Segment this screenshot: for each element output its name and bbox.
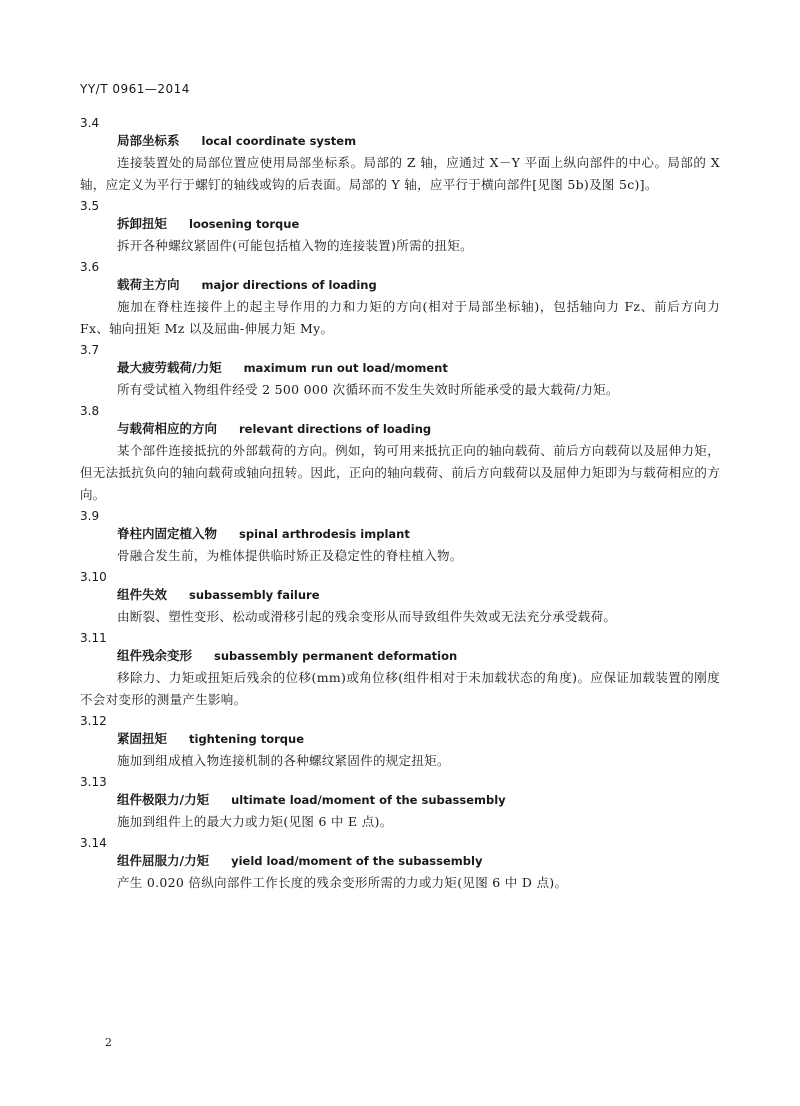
term-english: loosening torque bbox=[189, 217, 300, 231]
term-heading bbox=[117, 852, 720, 872]
term-heading bbox=[117, 647, 720, 667]
page-number: 2 bbox=[105, 1036, 112, 1049]
definitions-list bbox=[80, 115, 720, 896]
section-number: 3.4 bbox=[80, 116, 100, 130]
section-number: 3.6 bbox=[80, 260, 100, 274]
standard-header: YY/T 0961—2014 bbox=[80, 82, 190, 96]
term-definition: 移除力、力矩或扭矩后残余的位移(mm)或角位移(组件相对于未加载状态的角度)。应保证加载装置的刚度不会对变形的测量产生影响。 bbox=[80, 670, 720, 707]
term-chinese: 局部坐标系 bbox=[117, 133, 180, 148]
term-heading bbox=[117, 586, 720, 606]
definition-section bbox=[80, 115, 720, 196]
term-heading bbox=[117, 276, 720, 296]
definition-section bbox=[80, 198, 720, 257]
section-number: 3.7 bbox=[80, 343, 100, 357]
term-chinese: 紧固扭矩 bbox=[117, 731, 168, 746]
definition-section bbox=[80, 774, 720, 833]
term-heading bbox=[117, 420, 720, 440]
term-english: major directions of loading bbox=[201, 278, 377, 292]
definition-section bbox=[80, 835, 720, 894]
term-chinese: 组件极限力/力矩 bbox=[117, 792, 210, 807]
term-english: relevant directions of loading bbox=[239, 422, 432, 436]
term-chinese: 组件失效 bbox=[117, 587, 168, 602]
term-definition: 施加在脊柱连接件上的起主导作用的力和力矩的方向(相对于局部坐标轴)，包括轴向力 Fz、前后方向力 Fx、轴向扭矩 Mz 以及屈曲-伸展力矩 My。 bbox=[80, 299, 720, 336]
definition-section bbox=[80, 342, 720, 401]
definition-section bbox=[80, 403, 720, 506]
term-definition: 施加到组成植入物连接机制的各种螺纹紧固件的规定扭矩。 bbox=[117, 753, 450, 768]
section-number: 3.8 bbox=[80, 404, 100, 418]
term-definition: 拆开各种螺纹紧固件(可能包括植入物的连接装置)所需的扭矩。 bbox=[117, 238, 473, 253]
term-definition: 骨融合发生前，为椎体提供临时矫正及稳定性的脊柱植入物。 bbox=[117, 548, 463, 563]
definition-section bbox=[80, 508, 720, 567]
term-chinese: 最大疲劳载荷/力矩 bbox=[117, 360, 222, 375]
section-number: 3.5 bbox=[80, 199, 100, 213]
term-definition: 所有受试植入物组件经受 2 500 000 次循环而不发生失效时所能承受的最大载荷/力矩。 bbox=[117, 382, 619, 397]
term-definition: 施加到组件上的最大力或力矩(见图 6 中 E 点)。 bbox=[117, 814, 393, 829]
term-english: maximum run out load/moment bbox=[243, 361, 448, 375]
term-chinese: 组件残余变形 bbox=[117, 648, 193, 663]
section-number: 3.10 bbox=[80, 570, 107, 584]
definition-section bbox=[80, 713, 720, 772]
section-number: 3.9 bbox=[80, 509, 100, 523]
term-heading bbox=[117, 525, 720, 545]
term-english: yield load/moment of the subassembly bbox=[231, 854, 483, 868]
term-definition: 某个部件连接抵抗的外部载荷的方向。例如，钩可用来抵抗正向的轴向载荷、前后方向载荷以及屈伸力矩，但无法抵抗负向的轴向载荷或轴向扭转。因此，正向的轴向载荷、前后方向载荷以及屈伸力矩即为与载荷相应的方向。 bbox=[80, 443, 721, 502]
term-heading bbox=[117, 730, 720, 750]
term-heading bbox=[117, 791, 720, 811]
section-number: 3.14 bbox=[80, 836, 107, 850]
term-english: spinal arthrodesis implant bbox=[239, 527, 410, 541]
term-heading bbox=[117, 359, 720, 379]
term-definition: 连接装置处的局部位置应使用局部坐标系。局部的 Z 轴，应通过 X－Y 平面上纵向部件的中心。局部的 X 轴，应定义为平行于螺钉的轴线或钩的后表面。局部的 Y 轴，应平行于横向部件[见图 5b)及图 5c)]。 bbox=[80, 155, 720, 192]
term-english: subassembly failure bbox=[189, 588, 320, 602]
term-english: ultimate load/moment of the subassembly bbox=[231, 793, 506, 807]
section-number: 3.12 bbox=[80, 714, 107, 728]
term-definition: 产生 0.020 倍纵向部件工作长度的残余变形所需的力或力矩(见图 6 中 D 点)。 bbox=[117, 875, 568, 890]
term-chinese: 拆卸扭矩 bbox=[117, 216, 168, 231]
definition-section bbox=[80, 259, 720, 340]
definition-section bbox=[80, 630, 720, 711]
term-heading bbox=[117, 132, 720, 152]
definition-section bbox=[80, 569, 720, 628]
section-number: 3.13 bbox=[80, 775, 107, 789]
term-english: local coordinate system bbox=[201, 134, 357, 148]
section-number: 3.11 bbox=[80, 631, 107, 645]
term-chinese: 载荷主方向 bbox=[117, 277, 180, 292]
term-heading bbox=[117, 215, 720, 235]
term-definition: 由断裂、塑性变形、松动或滑移引起的残余变形从而导致组件失效或无法充分承受载荷。 bbox=[117, 609, 617, 624]
term-chinese: 与载荷相应的方向 bbox=[117, 421, 218, 436]
term-chinese: 组件屈服力/力矩 bbox=[117, 853, 210, 868]
term-english: subassembly permanent deformation bbox=[214, 649, 458, 663]
term-chinese: 脊柱内固定植入物 bbox=[117, 526, 218, 541]
term-english: tightening torque bbox=[189, 732, 305, 746]
